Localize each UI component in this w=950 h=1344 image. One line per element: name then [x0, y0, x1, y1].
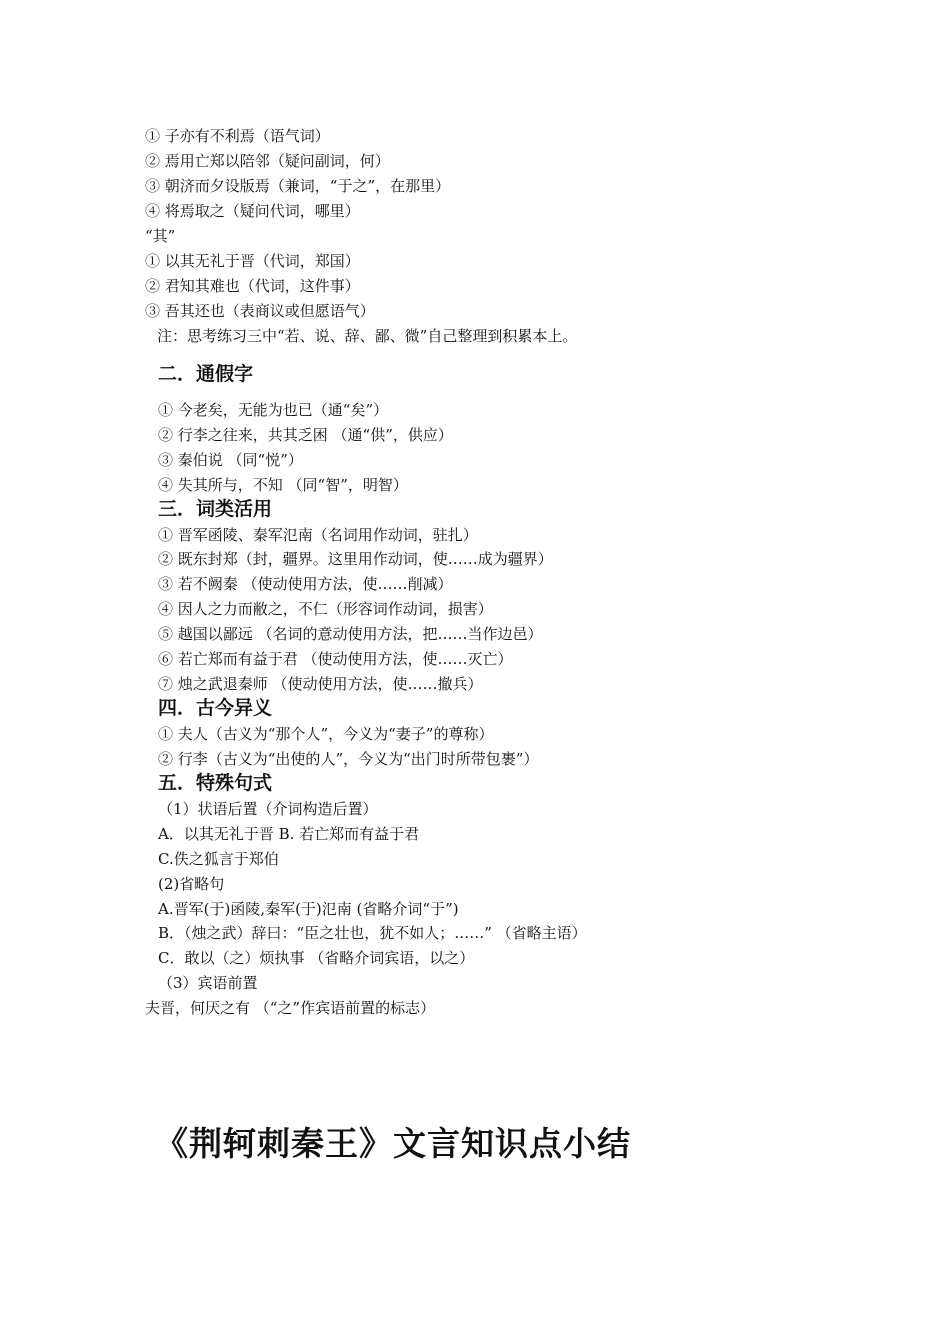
yan-line-3: ③ 朝济而夕设版焉（兼词，“于之”，在那里） — [145, 177, 451, 195]
jushi-line-1: （1）状语后置（介词构造后置） — [158, 800, 378, 818]
tongjia-line-2: ② 行李之往来，共其乏困 （通“供”，供应） — [158, 426, 453, 444]
note-line: 注：思考练习三中“若、说、辞、鄙、微”自己整理到积累本上。 — [157, 327, 578, 345]
jushi-line-7: C．敢以（之）烦执事 （省略介词宾语，以之） — [158, 949, 475, 967]
jushi-line-3: C.佚之狐言于郑伯 — [158, 850, 279, 868]
yan-line-2: ② 焉用亡郑以陪邻（疑问副词，何） — [145, 152, 390, 170]
heading-tongjiazi: 二．通假字 — [158, 363, 254, 385]
huoyong-line-2: ② 既东封郑（封，疆界。这里用作动词，使……成为疆界） — [158, 550, 553, 568]
next-article-title: 《荆轲刺秦王》文言知识点小结 — [155, 1124, 631, 1163]
tongjia-line-1: ① 今老矣，无能为也已（通“矣”） — [158, 401, 389, 419]
yan-line-1: ① 子亦有不利焉（语气词） — [145, 127, 330, 145]
huoyong-line-4: ④ 因人之力而敝之，不仁（形容词作动词，损害） — [158, 600, 493, 618]
qi-line-2: ② 君知其难也（代词，这件事） — [145, 277, 360, 295]
jushi-line-2: A．以其无礼于晋 B. 若亡郑而有益于君 — [158, 825, 420, 843]
heading-gujin-yiyi: 四．古今异义 — [158, 697, 273, 719]
qi-line-1: ① 以其无礼于晋（代词，郑国） — [145, 252, 360, 270]
jushi-line-5: A.晋军(于)函陵,秦军(于)氾南 (省略介词“于”) — [158, 900, 459, 918]
tongjia-line-4: ④ 失其所与，不知 （同“智”，明智） — [158, 476, 408, 494]
yan-line-4: ④ 将焉取之（疑问代词，哪里） — [145, 202, 360, 220]
jushi-line-6: B．（烛之武）辞曰：“臣之壮也，犹不如人；……” （省略主语） — [158, 924, 587, 942]
tongjia-line-3: ③ 秦伯说 （同“悦”） — [158, 451, 303, 469]
qi-label: “其” — [145, 227, 176, 245]
huoyong-line-3: ③ 若不阙秦 （使动使用方法，使……削减） — [158, 575, 453, 593]
heading-teshu-jushi: 五．特殊句式 — [158, 772, 273, 794]
qi-line-3: ③ 吾其还也（表商议或但愿语气） — [145, 302, 375, 320]
jushi-last-line: 夫晋，何厌之有 （“之”作宾语前置的标志） — [145, 999, 436, 1017]
huoyong-line-6: ⑥ 若亡郑而有益于君 （使动使用方法，使……灭亡） — [158, 650, 513, 668]
heading-cilei-huoyong: 三．词类活用 — [158, 498, 273, 520]
yiyi-line-2: ② 行李（古义为“出使的人”，今义为“出门时所带包裹”） — [158, 750, 539, 768]
jushi-line-4: (2)省略句 — [158, 875, 225, 893]
huoyong-line-5: ⑤ 越国以鄙远 （名词的意动使用方法，把……当作边邑） — [158, 625, 543, 643]
yiyi-line-1: ① 夫人（古义为“那个人”，今义为“妻子”的尊称） — [158, 725, 494, 743]
huoyong-line-1: ① 晋军函陵、秦军氾南（名词用作动词，驻扎） — [158, 526, 478, 544]
huoyong-line-7: ⑦ 烛之武退秦师 （使动使用方法，使……撤兵） — [158, 675, 483, 693]
jushi-line-8: （3）宾语前置 — [158, 974, 258, 992]
